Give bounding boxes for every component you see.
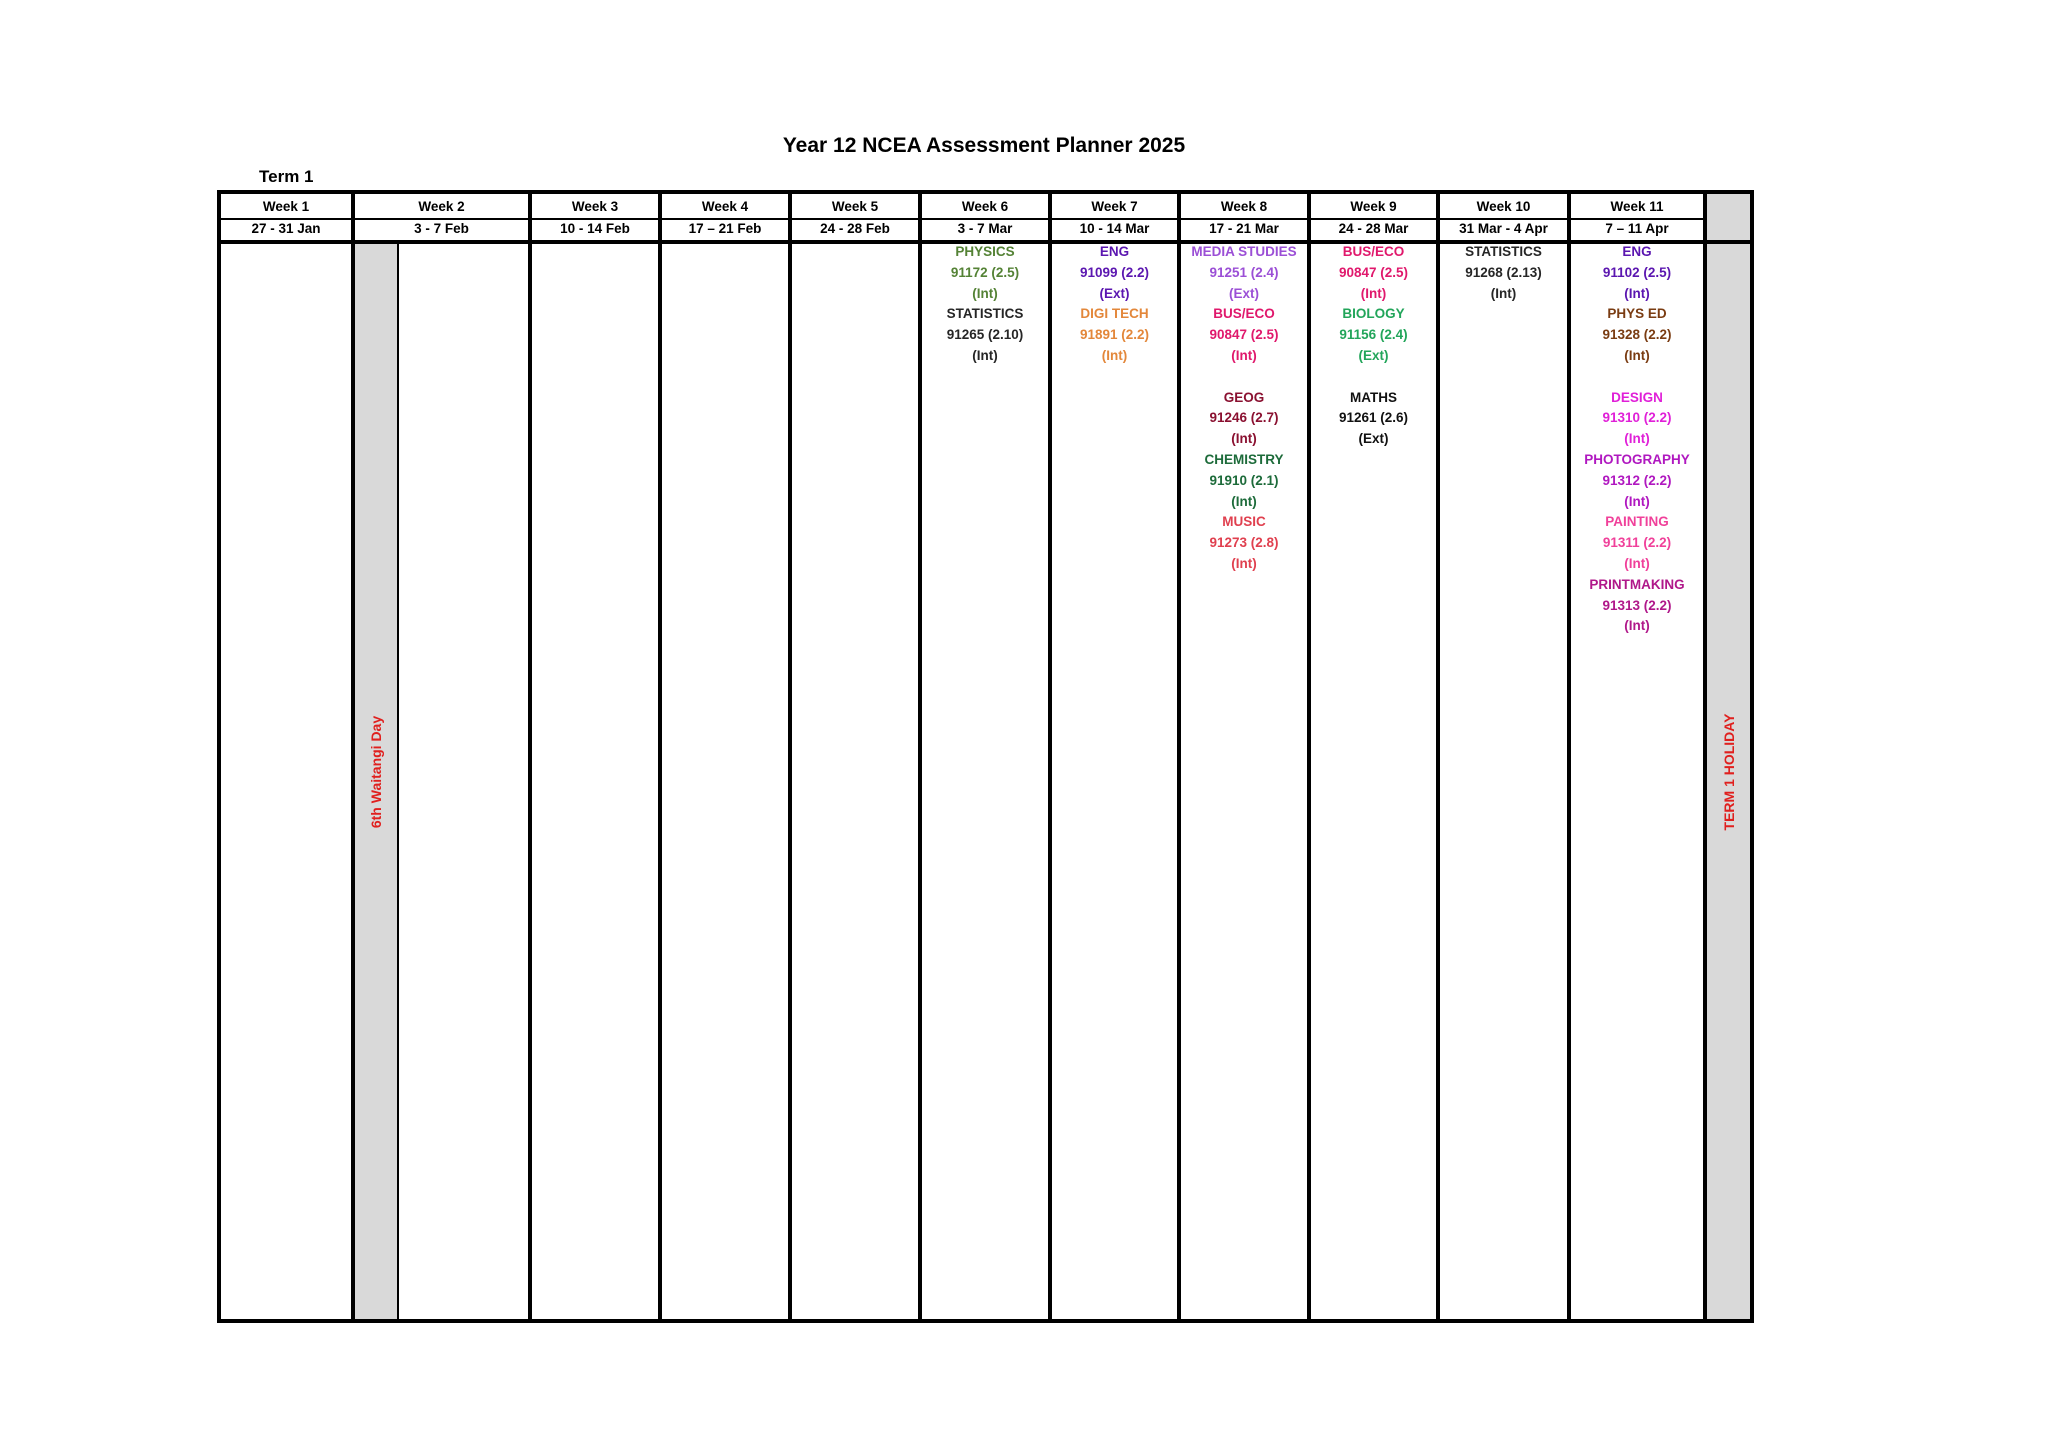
planner-grid — [217, 190, 1754, 1323]
assessment-code: 91246 (2.7) — [1209, 410, 1279, 426]
assessment-type: (Ext) — [1358, 431, 1389, 447]
assessment-subject: BUS/ECO — [1342, 244, 1405, 259]
assessment-type: (Int) — [1101, 347, 1128, 363]
assessment-type: (Int) — [1231, 347, 1257, 363]
assessment-subject: MUSIC — [1222, 514, 1266, 530]
assessment-type: (Int) — [1231, 493, 1257, 509]
assessment-subject: PHYS ED — [1607, 306, 1667, 322]
assessment-entry — [1181, 242, 1307, 304]
waitangi-day-note: 6th Waitangi Day — [368, 715, 384, 829]
assessment-code: 91261 (2.6) — [1338, 410, 1409, 426]
grid-top-border — [217, 190, 1754, 194]
week-1-dates: 27 - 31 Jan — [251, 221, 321, 236]
assessment-entry — [1571, 304, 1703, 366]
assessment-code: 91251 (2.4) — [1209, 264, 1279, 280]
assessment-subject: MEDIA STUDIES — [1191, 244, 1297, 259]
assessment-entry — [1181, 304, 1307, 366]
week-2-dates: 3 - 7 Feb — [414, 221, 469, 236]
assessment-subject: BIOLOGY — [1342, 306, 1405, 322]
page-title: Year 12 NCEA Assessment Planner 2025 — [782, 134, 1186, 157]
term-label: Term 1 — [259, 167, 314, 186]
week-7-assessments — [1052, 242, 1177, 367]
term-holiday-note: TERM 1 HOLIDAY — [1721, 713, 1737, 831]
assessment-type: (Int) — [1624, 493, 1650, 509]
assessment-entry — [1571, 242, 1703, 304]
assessment-code: 90847 (2.5) — [1209, 327, 1279, 343]
assessment-code: 91313 (2.2) — [1602, 597, 1672, 613]
week-3-name: Week 3 — [571, 199, 619, 214]
assessment-subject: STATISTICS — [1465, 244, 1542, 259]
week-10-name: Week 10 — [1476, 199, 1531, 214]
assessment-entry — [1311, 242, 1436, 304]
assessment-type: (Int) — [1624, 618, 1650, 634]
week-6-assessments — [922, 242, 1048, 367]
assessment-subject: DIGI TECH — [1080, 306, 1149, 322]
week-6-name: Week 6 — [961, 199, 1009, 214]
assessment-entry — [1052, 242, 1177, 304]
assessment-type: (Int) — [1624, 555, 1650, 571]
assessment-type: (Int) — [1231, 431, 1257, 447]
assessment-type: (Int) — [1490, 285, 1517, 301]
week-8-name: Week 8 — [1220, 199, 1268, 214]
grid-line — [1703, 190, 1707, 1323]
week-11-assessments — [1571, 242, 1703, 637]
assessment-type: (Int) — [1624, 285, 1650, 301]
assessment-entry — [1571, 388, 1703, 450]
grid-line — [528, 190, 532, 1323]
assessment-entry — [1052, 304, 1177, 366]
week-8-assessments — [1181, 242, 1307, 575]
assessment-type: (Ext) — [1229, 285, 1259, 301]
assessment-subject: PRINTMAKING — [1589, 576, 1685, 592]
week-9-assessments — [1311, 242, 1436, 450]
week-9-dates: 24 - 28 Mar — [1338, 221, 1409, 236]
grid-line — [1750, 190, 1754, 1323]
grid-line — [788, 190, 792, 1323]
assessment-subject: MATHS — [1350, 389, 1397, 405]
assessment-code: 91268 (2.13) — [1465, 264, 1542, 280]
assessment-code: 91099 (2.2) — [1079, 264, 1150, 280]
week-7-dates: 10 - 14 Mar — [1079, 221, 1150, 236]
assessment-entry — [1181, 450, 1307, 512]
assessment-code: 91172 (2.5) — [950, 264, 1020, 280]
assessment-code: 91328 (2.2) — [1602, 327, 1672, 343]
grid-line — [1436, 190, 1440, 1323]
grid-line — [217, 190, 221, 1323]
assessment-code: 91891 (2.2) — [1079, 327, 1150, 343]
week-10-assessments — [1440, 242, 1567, 304]
assessment-entry — [1311, 304, 1436, 366]
assessment-entry — [1311, 388, 1436, 450]
assessment-subject: STATISTICS — [946, 306, 1024, 322]
assessment-code: 91102 (2.5) — [1602, 264, 1672, 280]
assessment-type: (Ext) — [1358, 347, 1389, 363]
assessment-subject: DESIGN — [1611, 389, 1663, 405]
assessment-code: 91910 (2.1) — [1209, 472, 1279, 488]
assessment-code: 91312 (2.2) — [1602, 472, 1672, 488]
week-5-dates: 24 - 28 Feb — [820, 221, 890, 236]
week-3-dates: 10 - 14 Feb — [560, 221, 630, 236]
assessment-entry — [1571, 450, 1703, 512]
assessment-subject: BUS/ECO — [1213, 306, 1275, 322]
week-6-dates: 3 - 7 Mar — [957, 221, 1013, 236]
week-8-dates: 17 - 21 Mar — [1209, 221, 1279, 236]
assessment-type: (Int) — [1624, 347, 1650, 363]
assessment-type: (Int) — [1231, 555, 1257, 571]
week-7-name: Week 7 — [1091, 199, 1138, 214]
assessment-entry — [922, 242, 1048, 304]
assessment-subject: PHYSICS — [955, 244, 1015, 259]
assessment-entry — [1571, 512, 1703, 574]
grid-bottom-border — [217, 1319, 1754, 1323]
week-4-dates: 17 – 21 Feb — [688, 221, 762, 236]
assessment-subject: ENG — [1099, 244, 1130, 259]
assessment-entry — [1440, 242, 1567, 304]
assessment-code: 91273 (2.8) — [1209, 535, 1279, 551]
assessment-type: (Int) — [972, 347, 998, 363]
assessment-subject: ENG — [1622, 244, 1652, 259]
week-2-name: Week 2 — [418, 199, 465, 214]
assessment-type: (Ext) — [1099, 285, 1130, 301]
assessment-type: (Int) — [1360, 285, 1387, 301]
assessment-subject: CHEMISTRY — [1204, 451, 1284, 467]
assessment-code: 90847 (2.5) — [1338, 264, 1409, 280]
assessment-subject: PAINTING — [1605, 514, 1669, 530]
assessment-subject: GEOG — [1223, 389, 1265, 405]
week-4-name: Week 4 — [701, 199, 749, 214]
grid-line — [351, 190, 355, 1323]
week-1-name: Week 1 — [262, 199, 310, 214]
assessment-code: 91310 (2.2) — [1602, 410, 1672, 426]
assessment-type: (Int) — [972, 285, 998, 301]
assessment-entry — [1181, 388, 1307, 450]
assessment-type: (Int) — [1624, 431, 1650, 447]
assessment-entry — [1571, 575, 1703, 637]
week-10-dates: 31 Mar - 4 Apr — [1459, 221, 1548, 236]
week-11-name: Week 11 — [1610, 199, 1664, 214]
assessment-entry — [922, 304, 1048, 366]
assessment-code: 91311 (2.2) — [1602, 535, 1672, 551]
week-9-name: Week 9 — [1350, 199, 1397, 214]
week-11-dates: 7 – 11 Apr — [1605, 221, 1669, 236]
grid-line — [397, 242, 399, 1323]
assessment-entry — [1181, 512, 1307, 574]
grid-line — [658, 190, 662, 1323]
assessment-subject: PHOTOGRAPHY — [1584, 451, 1690, 467]
week-5-name: Week 5 — [831, 199, 879, 214]
assessment-code: 91265 (2.10) — [946, 327, 1024, 343]
assessment-code: 91156 (2.4) — [1339, 327, 1408, 343]
